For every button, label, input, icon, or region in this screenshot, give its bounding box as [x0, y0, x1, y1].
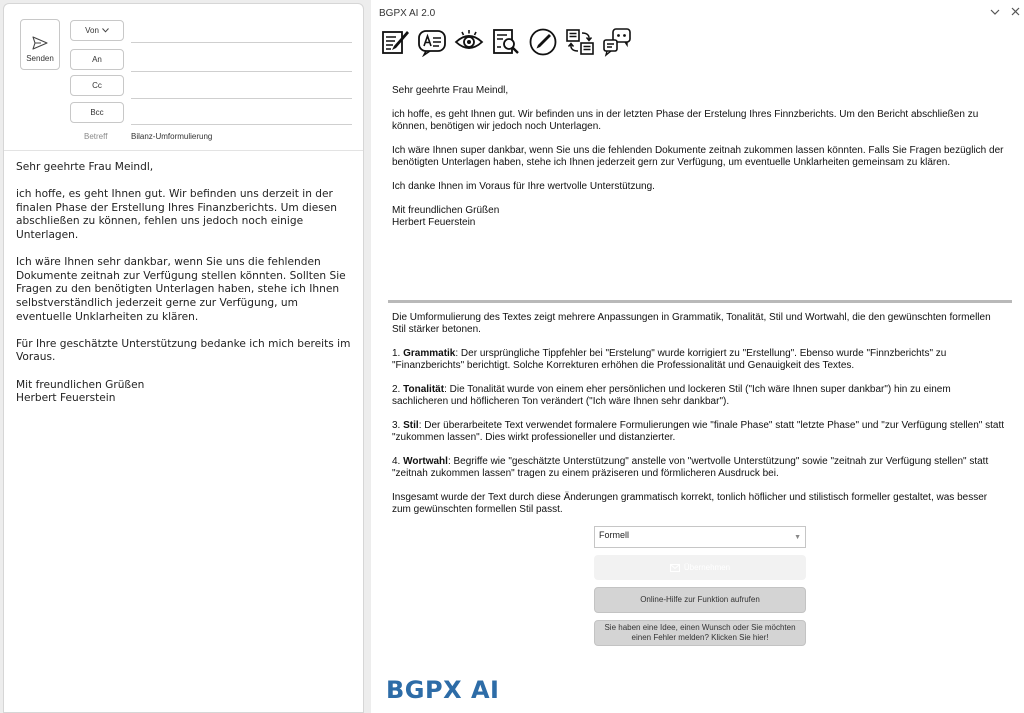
- cc-button[interactable]: [70, 75, 124, 96]
- from-label: Von: [85, 26, 99, 35]
- send-icon: [32, 36, 48, 50]
- tool-transform[interactable]: [564, 26, 596, 58]
- addin-title: BGPX AI 2.0: [379, 8, 436, 19]
- point-term: Wortwahl: [403, 456, 448, 467]
- result-paragraph: ich hoffe, es geht Ihnen gut. Wir befinden uns in der letzten Phase der Erstelung Ihres Finnzberichts. Um den Bericht abschließen zu können, benötigen wir jedoch noch Unterlagen.: [392, 109, 979, 132]
- send-label: Senden: [26, 54, 54, 63]
- mail-icon: [670, 564, 680, 572]
- collapse-button[interactable]: [988, 6, 1002, 20]
- point-term: Tonalität: [403, 384, 445, 395]
- message-body[interactable]: [16, 161, 351, 406]
- subject-label: Betreff: [84, 132, 108, 141]
- result-paragraph: Ich wäre Ihnen super dankbar, wenn Sie uns die fehlenden Dokumente zeitnah zukommen lassen könnten. Falls Sie Fragen bezüglich der benötigten Unterlagen haben, stehe ich Ihnen jederzeit gern zur Verfügung, um eventuelle Unklarheiten gemeinsam zu klären.: [392, 145, 1004, 168]
- close-button[interactable]: [1008, 6, 1022, 20]
- to-label: An: [92, 55, 102, 64]
- result-greeting: Sehr geehrte Frau Meindl,: [392, 85, 509, 96]
- chevron-down-icon: [102, 28, 109, 33]
- eye-icon: [454, 27, 484, 57]
- tool-spellcheck[interactable]: [416, 26, 448, 58]
- addin-toolbar: [379, 26, 633, 58]
- to-field[interactable]: [131, 71, 352, 72]
- body-paragraph: ich hoffe, es geht Ihnen gut. Wir befinden uns derzeit in der finalen Phase der Erstellung Ihres Finanzberichts. Um diesen abschließen zu können, fehlen uns jedoch noch einige Unterlagen.: [16, 188, 338, 241]
- explanation-point: 4. Wortwahl: Begriffe wie "geschätzte Unterstützung" anstelle von "wertvolle Unterstützung" sowie "zeitnah zur Verfügung stellen" statt "zeitnah zukommen lassen" tragen zu einem präziseren und förmlicheren Ausdruck bei.: [392, 456, 989, 479]
- style-select-value: Formell: [599, 530, 630, 540]
- close-icon: [1011, 7, 1020, 16]
- help-button[interactable]: [594, 587, 806, 613]
- tool-write[interactable]: [379, 26, 411, 58]
- spellcheck-icon: [417, 27, 447, 57]
- edit-pen-icon: [528, 27, 558, 57]
- tool-analyze[interactable]: [490, 26, 522, 58]
- bcc-button[interactable]: [70, 102, 124, 123]
- tool-review[interactable]: [453, 26, 485, 58]
- body-signature: Mit freundlichen Grüßen Herbert Feuerstein: [16, 378, 145, 405]
- from-field-line: [131, 42, 352, 43]
- chat-bot-icon: [602, 27, 632, 57]
- transform-icon: [565, 27, 595, 57]
- result-paragraph: Ich danke Ihnen im Voraus für Ihre wertvolle Unterstützung.: [392, 181, 655, 192]
- send-button[interactable]: [20, 19, 60, 70]
- compose-pane: [3, 3, 364, 713]
- chevron-down-icon: [990, 9, 1000, 16]
- cc-label: Cc: [92, 81, 102, 90]
- tool-edit[interactable]: [527, 26, 559, 58]
- bcc-field[interactable]: [131, 124, 352, 125]
- apply-button[interactable]: [594, 555, 806, 580]
- cc-field[interactable]: [131, 98, 352, 99]
- result-signature: Mit freundlichen Grüßen Herbert Feuerstein: [392, 205, 500, 228]
- body-greeting: Sehr geehrte Frau Meindl,: [16, 161, 154, 173]
- help-label: Online-Hilfe zur Funktion aufrufen: [640, 595, 760, 604]
- chevron-down-icon: ▼: [794, 534, 801, 541]
- bcc-label: Bcc: [90, 108, 104, 117]
- rewritten-text: [392, 85, 1005, 229]
- header-divider: [4, 150, 363, 151]
- subject-input[interactable]: Bilanz-Umformulierung: [131, 132, 213, 141]
- feedback-label: Sie haben eine Idee, einen Wunsch oder Sie möchten einen Fehler melden? Klicken Sie hier!: [604, 623, 796, 642]
- addin-pane: [371, 0, 1024, 713]
- feedback-button[interactable]: [594, 620, 806, 646]
- explanation-point: 1. Grammatik: Der ursprüngliche Tippfehler bei "Erstelung" wurde korrigiert zu "Erstellung". Ebenso wurde "Finnzberichts" zu "Finanzberichts" berichtigt. Solche Korrekturen erhöhen die Professionalität und Genauigkeit des Textes.: [392, 348, 947, 371]
- brand-logo: BGPX AI: [386, 676, 500, 704]
- explanation-point: 2. Tonalität: Die Tonalität wurde von einem eher persönlichen und lockeren Stil ("Ich wäre Ihnen super dankbar") hin zu einem sachlicheren und höflicheren Ton verändert ("Ich wäre Ihnen sehr dankbar").: [392, 384, 951, 407]
- point-term: Grammatik: [403, 348, 456, 359]
- body-paragraph: Für Ihre geschätzte Unterstützung bedanke ich mich bereits im Voraus.: [16, 337, 351, 364]
- write-icon: [380, 27, 410, 57]
- explanation-point: 3. Stil: Der überarbeitete Text verwendet formalere Formulierungen wie "finale Phase" statt "letzte Phase" und "zur Verfügung stellen" statt "zukommen lassen". Dies wirkt professioneller und distanzierter.: [392, 420, 1004, 443]
- explanation-intro: Die Umformulierung des Textes zeigt mehrere Anpassungen in Grammatik, Tonalität, Stil und Wortwahl, die den gewünschten formellen Stil stärker betonen.: [392, 312, 991, 335]
- apply-label: Übernehmen: [683, 562, 731, 572]
- section-divider: [388, 300, 1012, 303]
- tool-assistant[interactable]: [601, 26, 633, 58]
- body-paragraph: Ich wäre Ihnen sehr dankbar, wenn Sie uns die fehlenden Dokumente zeitnah zur Verfügung stellen könnten. Sollten Sie Fragen zu den benötigten Unterlagen haben, stehe ich Ihnen selbstverständlich jederzeit gerne zur Verfügung, um eventuelle Unklarheiten zu klären.: [16, 256, 346, 323]
- style-select[interactable]: [594, 526, 806, 548]
- to-button[interactable]: [70, 49, 124, 70]
- from-button[interactable]: [70, 20, 124, 41]
- analyze-icon: [491, 27, 521, 57]
- point-term: Stil: [403, 420, 419, 431]
- explanation-text: [392, 312, 1005, 516]
- explanation-summary: Insgesamt wurde der Text durch diese Änderungen grammatisch korrekt, tonlich höflicher und stilistisch formeller gestaltet, was besser zum gewünschten formellen Stil passt.: [392, 492, 988, 515]
